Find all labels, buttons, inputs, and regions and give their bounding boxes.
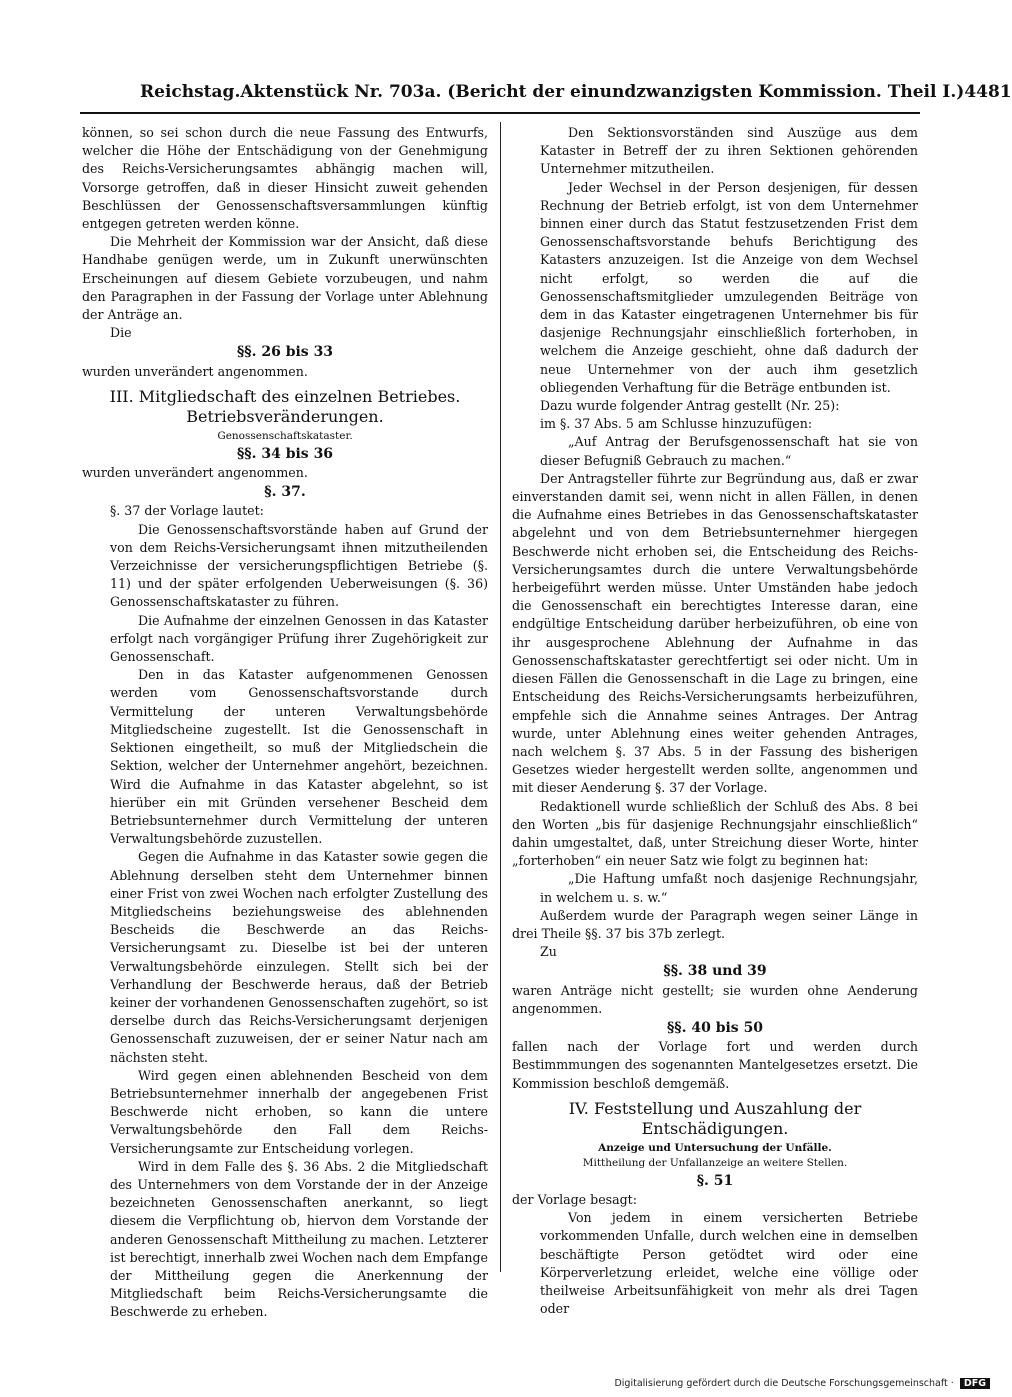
left-column	[82, 124, 488, 1322]
quoted-paragraph: Jeder Wechsel in der Person desjenigen, für dessen Rechnung der Betrieb erfolgt, ist von dem Unternehmer binnen einer durch das Statut festzusetzenden Frist dem Genossenschaftsvorstande behufs Berichtigung des Katasters anzuzeigen. Ist die Anzeige von dem Wechsel nicht erfolgt, so werden die auf die Genossenschaftsmitglieder umzulegenden Beiträge von dem in das Kataster eingetragenen Unternehmer bis für dasjenige Rechnungsjahr einschließlich forterhoben, in welchem die Anzeige geschieht, ohne daß dadurch der neue Unternehmer von der auch ihm gesetzlich obliegenden Verhaftung für die Beträge entbunden ist.	[540, 179, 918, 395]
paragraph: Die	[110, 325, 132, 341]
paragraph: Außerdem wurde der Paragraph wegen seiner Länge in drei Theile §§. 37 bis 37b zerlegt.	[512, 907, 918, 941]
section-number: §. 51	[696, 1172, 734, 1189]
paragraph: §. 37 der Vorlage lautet:	[110, 503, 264, 519]
paragraph: Zu	[540, 944, 557, 960]
column-divider	[500, 122, 501, 1272]
section-number: §. 37.	[264, 484, 306, 501]
subheading: Anzeige und Untersuchung der Unfälle.	[598, 1141, 832, 1154]
section-number: §§. 34 bis 36	[236, 445, 334, 462]
paragraph: wurden unverändert angenommen.	[82, 363, 308, 379]
header-center: Aktenstück Nr. 703a. (Bericht der einundzwanzigsten Kommission. Theil I.)	[240, 82, 965, 102]
quoted-paragraph: Die Aufnahme der einzelnen Genossen in das Kataster erfolgt nach vorgängiger Prüfung ihrer Zugehörigkeit zur Genossenschaft.	[110, 612, 488, 665]
paragraph: der Vorlage besagt:	[512, 1191, 637, 1207]
subheading: Mittheilung der Unfallanzeige an weitere Stellen.	[582, 1156, 848, 1169]
quoted-paragraph: Die Genossenschaftsvorstände haben auf Grund der von dem Reichs-Versicherungsamt ihnen mitzutheilenden Verzeichnisse der versicherungspflichtigen Betriebe (§. 11) und der später erfolgenden Ueberweisungen (§. 36) Genossenschaftskataster zu führen.	[110, 521, 488, 610]
quoted-paragraph: Den Sektionsvorständen sind Auszüge aus dem Kataster in Betreff der zu ihren Sektionen gehörenden Unternehmer mitzutheilen.	[540, 125, 918, 177]
section-heading: IV. Feststellung und Auszahlung der Entschädigungen.	[568, 1098, 862, 1138]
subheading: Genossenschaftskataster.	[217, 429, 353, 442]
footer	[610, 1378, 990, 1394]
paragraph: fallen nach der Vorlage fort und werden durch Bestimmmungen des sogenannten Mantelgesetzes ersetzt. Die Kommission beschloß demgemäß.	[512, 1039, 918, 1091]
quoted-paragraph: Gegen die Aufnahme in das Kataster sowie gegen die Ablehnung derselben steht dem Unternehmer binnen einer Frist von zwei Wochen nach erfolgter Zustellung des Mitgliedscheins beziehungsweise des ablehnenden Bescheids die Beschwerde an das Reichs-Versicherungsamt zu. Dieselbe ist bei der unteren Verwaltungsbehörde einzulegen. Stellt sich bei der Verhandlung der Beschwerde heraus, daß der Betrieb keiner der vorhandenen Genossenschaften zugehört, so ist derselbe durch das Reichs-Versicherungsamt derjenigen Genossenschaft zuzuweisen, der er seiner Natur nach am nächsten steht.	[110, 849, 488, 1065]
quoted-paragraph: Den in das Kataster aufgenommenen Genossen werden vom Genossenschaftsvorstande durch Vermittelung der unteren Verwaltungsbehörde Mitgliedscheine zugestellt. Ist die Genossenschaft in Sektionen eingetheilt, so muß der Mitgliedschein die Sektion, welcher der Unternehmer angehört, bezeichnen. Wird die Aufnahme in das Kataster abgelehnt, so ist hierüber ein mit Gründen versehener Bescheid dem Betriebsunternehmer durch Vermittelung der unteren Verwaltungsbehörde zuzustellen.	[110, 667, 488, 847]
quoted-paragraph: „Auf Antrag der Berufsgenossenschaft hat sie von dieser Befugniß Gebrauch zu machen.“	[540, 434, 918, 468]
dfg-logo: DFG	[960, 1378, 990, 1389]
page-header	[140, 82, 1012, 108]
quoted-paragraph: Von jedem in einem versicherten Betriebe vorkommenden Unfalle, durch welchen eine in demselben beschäftigte Person getödtet wird oder eine Körperverletzung erleidet, welche eine völlige oder theilweise Arbeitsunfähigkeit von mehr als drei Tagen oder	[540, 1210, 918, 1317]
section-heading: III. Mitgliedschaft des einzelnen Betriebes. Betriebsveränderungen.	[109, 386, 461, 426]
paragraph: können, so sei schon durch die neue Fassung des Entwurfs, welcher die Höhe der Entschädigung von der Genehmigung des Reichs-Versicherungsamtes abhängig machen will, Vorsorge getroffen, daß in dieser Hinsicht zuweit gehenden Beschlüssen der Genossenschaftsversammlungen künftig entgegen getreten werden könne.	[82, 125, 488, 232]
header-left: Reichstag.	[140, 82, 241, 102]
paragraph: im §. 37 Abs. 5 am Schlusse hinzuzufügen:	[540, 416, 813, 432]
paragraph: Die Mehrheit der Kommission war der Ansicht, daß diese Handhabe genügen werde, um in Zukunft unerwünschten Erscheinungen auf diesem Gebiete vorzubeugen, und nahm den Paragraphen in der Fassung der Vorlage unter Ablehnung der Anträge an.	[82, 234, 488, 323]
paragraph: Der Antragsteller führte zur Begründung aus, daß er zwar einverstanden damit sei, wenn nicht in allen Fällen, in denen die Aufnahme eines Betriebes in das Genossenschaftskataster abgelehnt und von dem Betriebsunternehmer hiergegen Beschwerde nicht erhoben sei, die Entscheidung des Reichs-Versicherungsamtes durch die untere Verwaltungsbehörde herbeigeführt werden müsse. Unter Umständen habe jedoch die Genossenschaft ein berechtigtes Interesse daran, eine endgültige Entscheidung darüber herbeizuführen, ob eine von ihr ausgesprochene Ablehnung der Aufnahme in das Genossenschaftskataster gerechtfertigt sei oder nicht. Um in diesen Fällen die Genossenschaft in die Lage zu bringen, eine Entscheidung des Reichs-Versicherungsamts herbeizuführen, empfehle sich die Annahme seines Antrages. Der Antrag wurde, unter Ablehnung eines weiter gehenden Antrages, nach welchem §. 37 Abs. 5 in der Fassung des bisherigen Gesetzes wieder hergestellt werden sollte, angenommen und mit dieser Aenderung §. 37 der Vorlage.	[512, 470, 918, 796]
page-number: 4481	[964, 82, 1012, 102]
paragraph: wurden unverändert angenommen.	[82, 465, 308, 481]
header-rule	[80, 112, 920, 114]
quoted-paragraph: Wird in dem Falle des §. 36 Abs. 2 die Mitgliedschaft des Unternehmers von dem Vorstande der in der Anzeige bezeichneten Genossenschaften anerkannt, so liegt diesem die Verpflichtung ob, hiervon dem Vorstande der anderen Genossenschaft Mittheilung zu machen. Letzterer ist berechtigt, innerhalb zwei Wochen nach dem Empfange der Mittheilung gegen die Anerkennung der Mitgliedschaft beim Reichs-Versicherungsamte die Beschwerde zu erheben.	[110, 1158, 488, 1320]
paragraph: Dazu wurde folgender Antrag gestellt (Nr. 25):	[540, 398, 840, 414]
section-number: §§. 38 und 39	[663, 963, 767, 980]
quoted-paragraph: „Die Haftung umfaßt noch dasjenige Rechnungsjahr, in welchem u. s. w.“	[540, 871, 918, 905]
section-number: §§. 26 bis 33	[236, 344, 334, 361]
right-column	[512, 124, 918, 1318]
paragraph: waren Anträge nicht gestellt; sie wurden ohne Aenderung angenommen.	[512, 982, 918, 1016]
paragraph: Redaktionell wurde schließlich der Schluß des Abs. 8 bei den Worten „bis für dasjenige Rechnungsjahr einschließlich“ dahin umgestaltet, daß, unter Streichung dieser Worte, hinter „forterhoben“ ein neuer Satz wie folgt zu beginnen hat:	[512, 798, 918, 869]
quoted-paragraph: Wird gegen einen ablehnenden Bescheid von dem Betriebsunternehmer innerhalb der angegebenen Frist Beschwerde nicht erhoben, so kann die untere Verwaltungsbehörde den Fall dem Reichs-Versicherungsamte zur Entscheidung vorlegen.	[110, 1067, 488, 1156]
footer-credit: Digitalisierung gefördert durch die Deutsche Forschungsgemeinschaft ·	[614, 1378, 954, 1389]
section-number: §§. 40 bis 50	[666, 1019, 764, 1036]
